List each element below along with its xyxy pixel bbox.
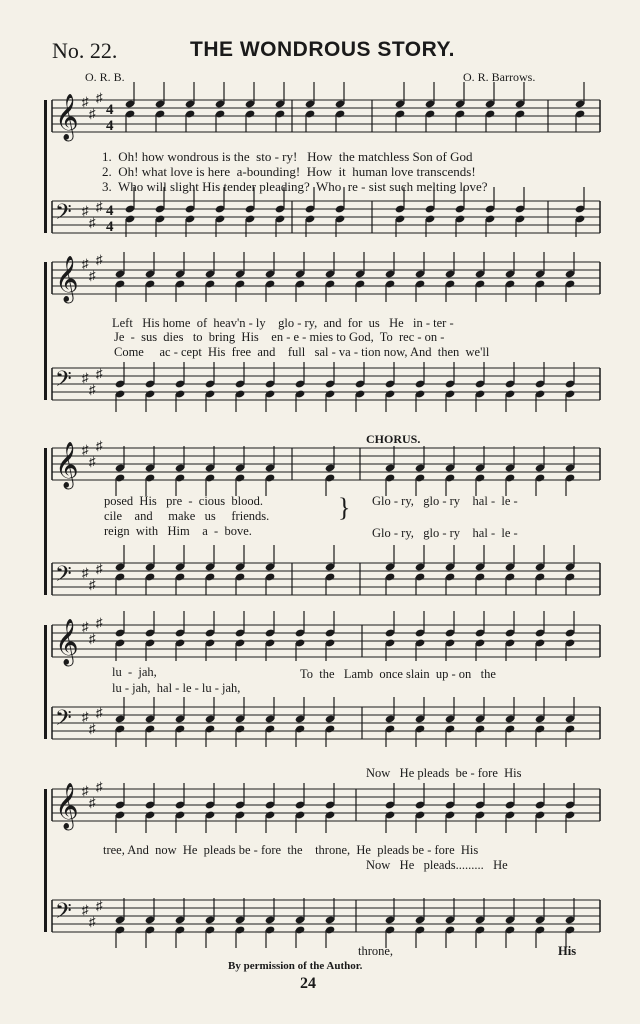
sharp-accidental: ♯ bbox=[89, 631, 96, 646]
sharp-accidental: ♯ bbox=[96, 779, 103, 794]
system4-lyric-2: lu - jah, hal - le - lu - jah, bbox=[112, 681, 241, 695]
system4-lyric-1-left: lu - jah, bbox=[112, 665, 157, 679]
sharp-accidental: ♯ bbox=[82, 565, 89, 580]
music-credit: O. R. Barrows. bbox=[463, 70, 536, 84]
time-signature-bottom: 4 bbox=[106, 219, 114, 235]
sharp-accidental: ♯ bbox=[82, 783, 89, 798]
sharp-accidental: ♯ bbox=[96, 438, 103, 453]
time-signature-top: 4 bbox=[106, 203, 114, 219]
system-brace-2 bbox=[44, 262, 47, 400]
sharp-accidental: ♯ bbox=[82, 256, 89, 271]
system3-lyric-2: cile and make us friends. bbox=[104, 509, 270, 523]
treble-clef: 𝄞 bbox=[55, 256, 79, 302]
system5-lyric-1: tree, And now He pleads be - fore the throne, He pleads be - fore His bbox=[103, 843, 479, 857]
chorus-lyric-1: Glo - ry, glo - ry hal - le - bbox=[372, 494, 518, 508]
sharp-accidental: ♯ bbox=[89, 215, 96, 230]
system2-lyric-3: Come ac - cept His free and full sal - va - tion now, And then we'll bbox=[114, 345, 490, 359]
sharp-accidental: ♯ bbox=[89, 382, 96, 397]
page-number: 24 bbox=[300, 975, 316, 992]
words-credit: O. R. B. bbox=[85, 70, 125, 84]
hymn-number: No. 22. bbox=[52, 38, 118, 63]
sharp-accidental: ♯ bbox=[89, 721, 96, 736]
sharp-accidental: ♯ bbox=[96, 898, 103, 913]
sharp-accidental: ♯ bbox=[96, 705, 103, 720]
verse-2-line: 2. Oh! what love is here a-bounding! How it human love transcends! bbox=[102, 164, 476, 179]
system5-bass-lyric-1: throne, bbox=[358, 944, 394, 958]
treble-clef: 𝄞 bbox=[55, 619, 79, 665]
hymn-title: THE WONDROUS STORY. bbox=[190, 38, 456, 61]
sharp-accidental: ♯ bbox=[82, 94, 89, 109]
verse-brace: } bbox=[338, 493, 351, 522]
sharp-accidental: ♯ bbox=[96, 199, 103, 214]
sharp-accidental: ♯ bbox=[96, 366, 103, 381]
system-brace-4 bbox=[44, 625, 47, 739]
system-brace-5 bbox=[44, 789, 47, 932]
sharp-accidental: ♯ bbox=[82, 619, 89, 634]
treble-clef: 𝄞 bbox=[55, 94, 79, 140]
system3-lyric-3: reign with Him a - bove. bbox=[104, 524, 252, 538]
bass-clef: 𝄢 bbox=[55, 899, 72, 929]
system3-lyric-1: posed His pre - cious blood. bbox=[104, 494, 264, 508]
system4-lyric-1-right: To the Lamb once slain up - on the bbox=[300, 667, 496, 681]
sharp-accidental: ♯ bbox=[82, 370, 89, 385]
treble-clef: 𝄞 bbox=[55, 783, 79, 829]
sharp-accidental: ♯ bbox=[96, 90, 103, 105]
sharp-accidental: ♯ bbox=[96, 561, 103, 576]
system-brace-3 bbox=[44, 448, 47, 595]
sharp-accidental: ♯ bbox=[89, 106, 96, 121]
verse-3-line: 3. Who will slight His tender pleading? Who re - sist such melting love? bbox=[102, 179, 488, 194]
time-signature-bottom: 4 bbox=[106, 118, 114, 134]
bass-clef: 𝄢 bbox=[55, 562, 72, 592]
treble-clef: 𝄞 bbox=[55, 442, 79, 488]
sharp-accidental: ♯ bbox=[89, 795, 96, 810]
system5-lyric-2: Now He pleads......... He bbox=[366, 858, 508, 872]
sharp-accidental: ♯ bbox=[89, 577, 96, 592]
time-signature-top: 4 bbox=[106, 102, 114, 118]
sharp-accidental: ♯ bbox=[82, 442, 89, 457]
chorus-label: CHORUS. bbox=[366, 432, 421, 446]
bass-clef: 𝄢 bbox=[55, 367, 72, 397]
bass-clef: 𝄢 bbox=[55, 200, 72, 230]
bass-clef: 𝄢 bbox=[55, 706, 72, 736]
system-brace-1 bbox=[44, 100, 47, 233]
chorus-lyric-2: Glo - ry, glo - ry hal - le - bbox=[372, 526, 518, 540]
sharp-accidental: ♯ bbox=[82, 902, 89, 917]
sharp-accidental: ♯ bbox=[96, 252, 103, 267]
sharp-accidental: ♯ bbox=[96, 615, 103, 630]
system4-bass-lyric: Now He pleads be - fore His bbox=[366, 766, 522, 780]
system2-lyric-1: Left His home of heav'n - ly glo - ry, and for us He in - ter - bbox=[112, 316, 454, 330]
verse-1-line: 1. Oh! how wondrous is the sto - ry! How the matchless Son of God bbox=[102, 149, 473, 164]
sharp-accidental: ♯ bbox=[82, 203, 89, 218]
sharp-accidental: ♯ bbox=[89, 914, 96, 929]
system5-bass-lyric-2: His bbox=[558, 944, 577, 958]
sharp-accidental: ♯ bbox=[89, 268, 96, 283]
sharp-accidental: ♯ bbox=[89, 454, 96, 469]
sharp-accidental: ♯ bbox=[82, 709, 89, 724]
permission-note: By permission of the Author. bbox=[228, 960, 363, 972]
system2-lyric-2: Je - sus dies to bring His en - e - mies to God, To rec - on - bbox=[114, 330, 445, 344]
